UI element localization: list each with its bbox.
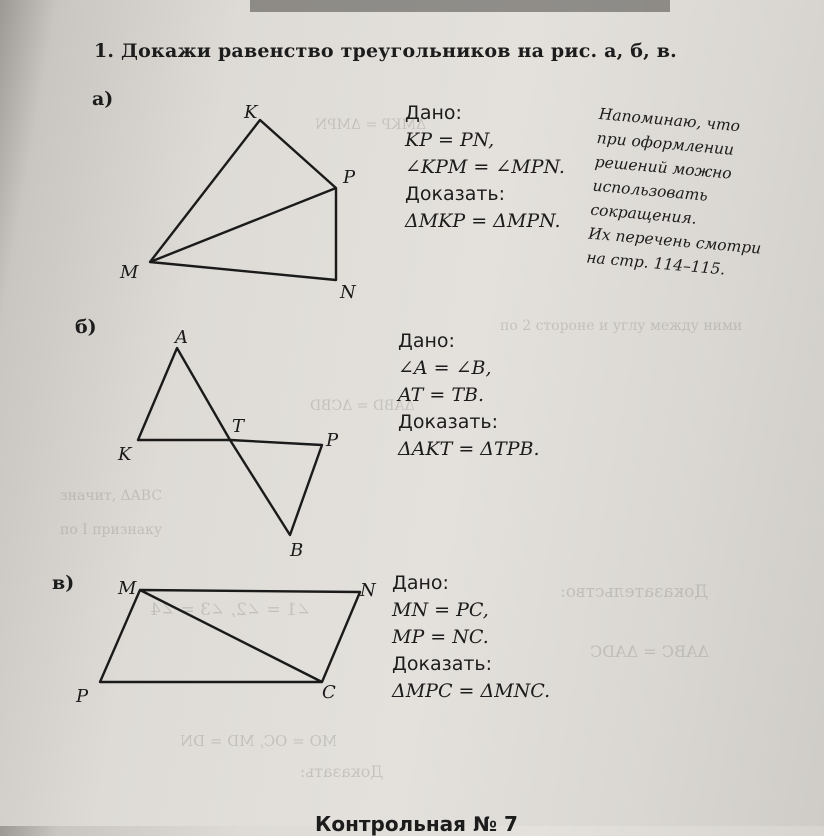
figure-b bbox=[138, 348, 322, 535]
reminder-line: Напоминаю, что bbox=[598, 104, 741, 136]
reminder-line: на стр. 114–115. bbox=[585, 248, 727, 279]
point-label-p: P bbox=[76, 686, 89, 707]
reminder-line: решений можно bbox=[593, 152, 733, 183]
bleed-text: ΔMKP = ΔMPN bbox=[315, 117, 427, 133]
problem-b-label: б) bbox=[75, 316, 97, 338]
figure-a bbox=[150, 120, 336, 280]
point-label-b: B bbox=[290, 540, 304, 561]
reminder-line: Их перечень смотри bbox=[587, 224, 762, 258]
figure-c bbox=[100, 590, 360, 682]
point-label-m: M bbox=[118, 578, 137, 599]
problem-a-label: а) bbox=[92, 88, 114, 110]
given-label: Дано: bbox=[392, 572, 449, 594]
segment-mc bbox=[140, 590, 322, 682]
point-label-n: N bbox=[340, 282, 356, 303]
point-label-p: P bbox=[326, 430, 339, 451]
reminder-line: при оформлении bbox=[596, 128, 735, 159]
bleed-text: по I признаку bbox=[60, 522, 163, 538]
bleed-text: MO = OC, MD = DN bbox=[180, 732, 338, 750]
problem-c-label: в) bbox=[52, 572, 75, 594]
point-label-a: A bbox=[175, 327, 188, 348]
given-line: AT = TB. bbox=[398, 384, 485, 406]
triangle-tpb bbox=[230, 440, 322, 535]
given-label: Дано: bbox=[398, 330, 455, 352]
given-label: Дано: bbox=[405, 102, 462, 124]
point-label-m: M bbox=[120, 262, 139, 283]
point-label-t: T bbox=[232, 416, 245, 437]
point-label-k: K bbox=[118, 444, 132, 465]
reminder-line: сокращения. bbox=[589, 200, 698, 228]
bleed-text: значит, ΔABC bbox=[60, 488, 163, 504]
given-line: ∠A = ∠B, bbox=[398, 357, 492, 379]
given-line: ∠KPM = ∠MPN. bbox=[405, 156, 565, 178]
prove-label: Доказать: bbox=[405, 183, 506, 205]
point-label-p: P bbox=[343, 167, 356, 188]
given-line: MP = NC. bbox=[392, 626, 489, 648]
bleed-text: Доказательство: bbox=[560, 582, 709, 602]
triangle-akt bbox=[138, 348, 230, 440]
bleed-text: ΔABD = ΔCBD bbox=[310, 398, 415, 414]
point-label-n: N bbox=[360, 580, 376, 601]
prove-statement: ΔMKP = ΔMPN. bbox=[405, 210, 561, 232]
bottom-cut-heading: Контрольная № 7 bbox=[315, 812, 518, 836]
given-line: KP = PN, bbox=[405, 129, 495, 151]
point-label-k: K bbox=[244, 102, 258, 123]
point-label-c: C bbox=[322, 682, 336, 703]
bleed-text: ΔABC = ΔADC bbox=[590, 642, 710, 661]
task-title: 1. Докажи равенство треугольников на рис. а, б, в. bbox=[94, 40, 677, 62]
bleed-text: по 2 стороне и углу между ними bbox=[500, 318, 743, 334]
prove-statement: ΔMPC = ΔMNC. bbox=[392, 680, 551, 702]
prove-label: Доказать: bbox=[392, 653, 493, 675]
prove-label: Доказать: bbox=[398, 411, 499, 433]
bleed-text: ∠1 = ∠2, ∠3 = ∠4 bbox=[150, 600, 312, 620]
reminder-line: использовать bbox=[591, 176, 709, 205]
prove-statement: ΔAKT = ΔTPB. bbox=[398, 438, 540, 460]
given-line: MN = PC, bbox=[392, 599, 489, 621]
bleed-text: Доказать: bbox=[300, 762, 384, 781]
